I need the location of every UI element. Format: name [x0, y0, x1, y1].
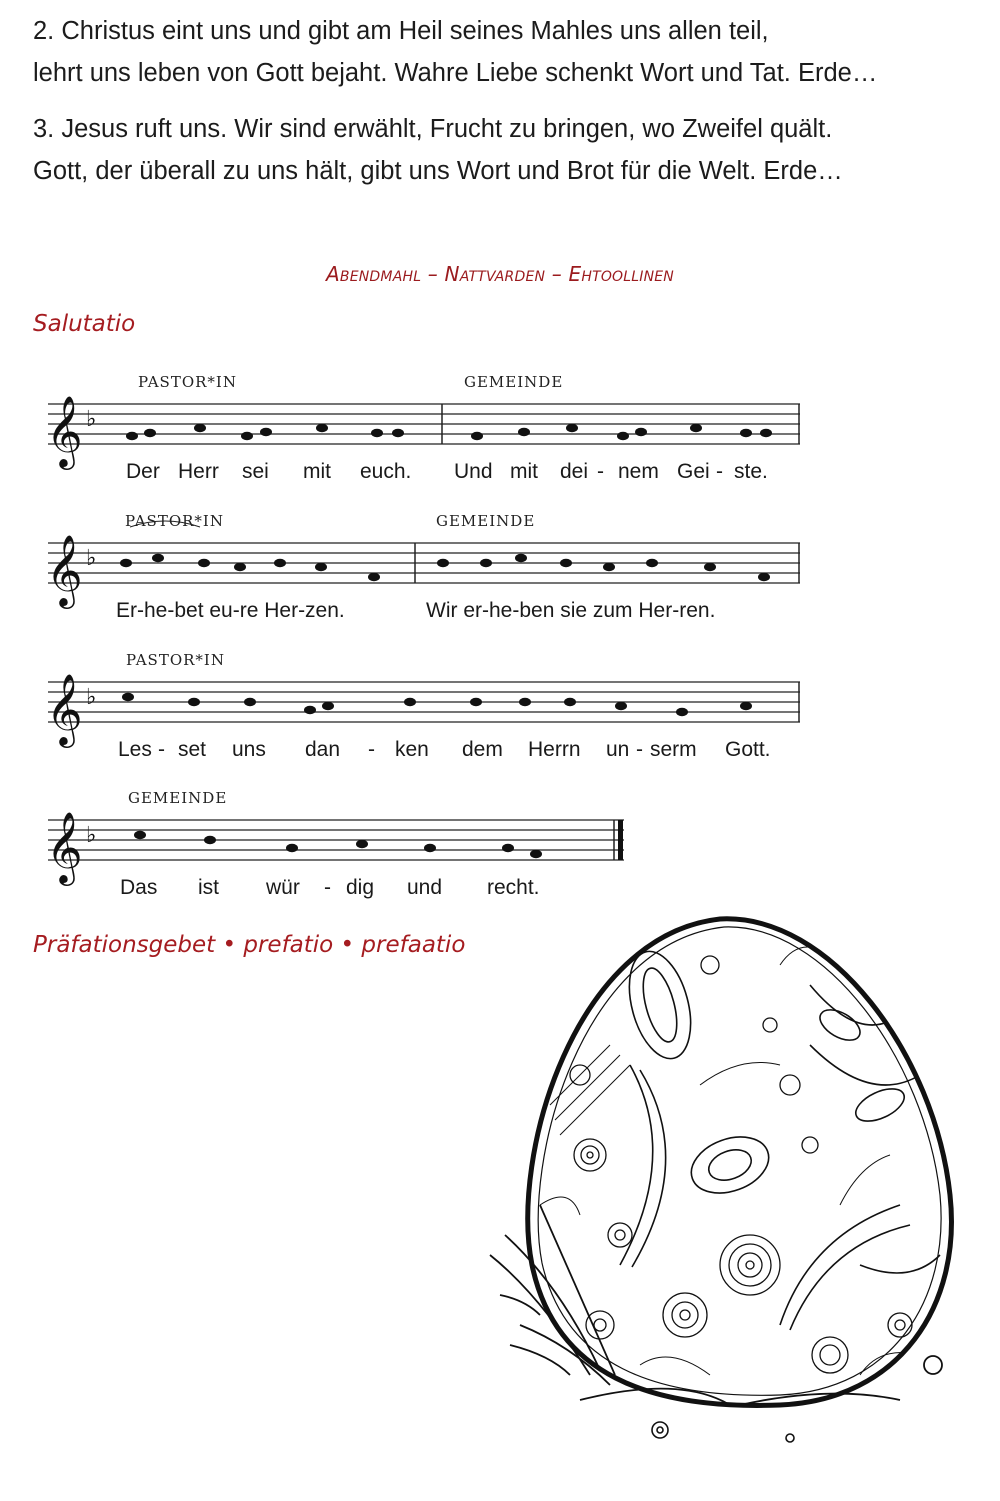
title-part-1-cap: A	[326, 262, 340, 286]
lyric-syllable: nem	[618, 460, 659, 483]
lyric-syllable: un	[606, 738, 630, 761]
lyric-syllable: ken	[395, 738, 429, 761]
lyric-syllable: -	[636, 738, 643, 761]
lyric-syllable: serm	[650, 738, 697, 761]
lyric-syllable: ste.	[734, 460, 768, 483]
lyric-syllable: und	[407, 876, 443, 899]
flat-sign-icon: ♭	[86, 407, 97, 432]
lyric-syllable: mit	[303, 460, 331, 483]
lyric-syllable: Der	[126, 460, 160, 483]
lyric-syllable: Das	[120, 876, 158, 899]
lyric-syllable: dig	[346, 876, 375, 899]
verse-3	[33, 108, 983, 192]
easter-egg-illustration	[480, 905, 980, 1465]
title-part-2-rest: attvarden –	[459, 262, 569, 286]
lyric-syllable: set	[178, 738, 207, 761]
title-part-3-rest: htoollinen	[581, 262, 674, 286]
lyric-syllable: -	[597, 460, 604, 483]
role-pastor: PASTOR*IN	[125, 512, 224, 530]
title-part-1-rest: bendmahl –	[339, 262, 445, 286]
final-barline	[618, 820, 623, 860]
lyric-syllable: Herr	[178, 460, 219, 483]
staff-2-notes	[120, 554, 770, 581]
treble-clef-icon: 𝄞	[46, 672, 83, 745]
lyric-syllable: Herrn	[528, 738, 581, 761]
lyric-syllable: uns	[232, 738, 266, 761]
lyric-line: Er-he-bet eu-re Her-zen.	[116, 599, 345, 622]
role-pastor: PASTOR*IN	[138, 373, 237, 391]
lyric-syllable: dei	[560, 460, 589, 483]
section-title	[0, 262, 1000, 286]
treble-clef-icon: 𝄞	[46, 533, 83, 606]
music-staff-3	[40, 648, 820, 768]
verse-3-line-2: Gott, der überall zu uns hält, gibt uns Wort und Brot für die Welt. Erde…	[33, 157, 843, 185]
staff-1-notes	[126, 424, 772, 440]
role-gemeinde: GEMEINDE	[436, 512, 536, 530]
role-gemeinde: GEMEINDE	[464, 373, 564, 391]
lyric-syllable: Les	[118, 738, 152, 761]
flat-sign-icon: ♭	[86, 685, 97, 710]
verse-3-line-1: 3. Jesus ruft uns. Wir sind erwählt, Frucht zu bringen, wo Zweifel quält.	[33, 115, 833, 143]
flat-sign-icon: ♭	[86, 546, 97, 571]
lyric-syllable: recht.	[487, 876, 540, 899]
title-part-3-cap: E	[568, 262, 582, 286]
lyric-syllable: dan	[305, 738, 341, 761]
role-gemeinde: GEMEINDE	[128, 789, 228, 807]
staff-4-notes	[134, 831, 542, 858]
lyric-syllable: Gott.	[725, 738, 771, 761]
lyric-syllable: -	[324, 876, 331, 899]
verse-2-line-1: 2. Christus eint uns und gibt am Heil seines Mahles uns allen teil,	[33, 17, 769, 45]
lyric-syllable: sei	[242, 460, 269, 483]
role-pastor: PASTOR*IN	[126, 651, 225, 669]
lyric-syllable: wür	[266, 876, 300, 899]
verse-2-line-2: lehrt uns leben von Gott bejaht. Wahre Liebe schenkt Wort und Tat. Erde…	[33, 59, 878, 87]
lyric-syllable: ist	[198, 876, 219, 899]
treble-clef-icon: 𝄞	[46, 394, 83, 467]
praefatio-heading: Präfationsgebet • prefatio • prefaatio	[33, 932, 466, 958]
treble-clef-icon: 𝄞	[46, 810, 83, 883]
lyric-syllable: -	[368, 738, 375, 761]
title-part-2-cap: N	[444, 262, 460, 286]
lyric-syllable: euch.	[360, 460, 412, 483]
lyric-line: Wir er-he-ben sie zum Her-ren.	[426, 599, 716, 622]
verse-2	[33, 10, 983, 94]
salutatio-heading: Salutatio	[33, 311, 136, 337]
music-staff-2	[40, 509, 820, 629]
lyric-syllable: Gei	[677, 460, 710, 483]
staff-3-notes	[122, 693, 752, 716]
music-staff-4	[40, 786, 820, 906]
lyric-syllable: dem	[462, 738, 503, 761]
lyric-syllable: mit	[510, 460, 538, 483]
music-staff-1	[40, 370, 820, 490]
flat-sign-icon: ♭	[86, 823, 97, 848]
lyric-syllable: Und	[454, 460, 493, 483]
lyric-syllable: -	[716, 460, 723, 483]
lyric-syllable: -	[158, 738, 165, 761]
